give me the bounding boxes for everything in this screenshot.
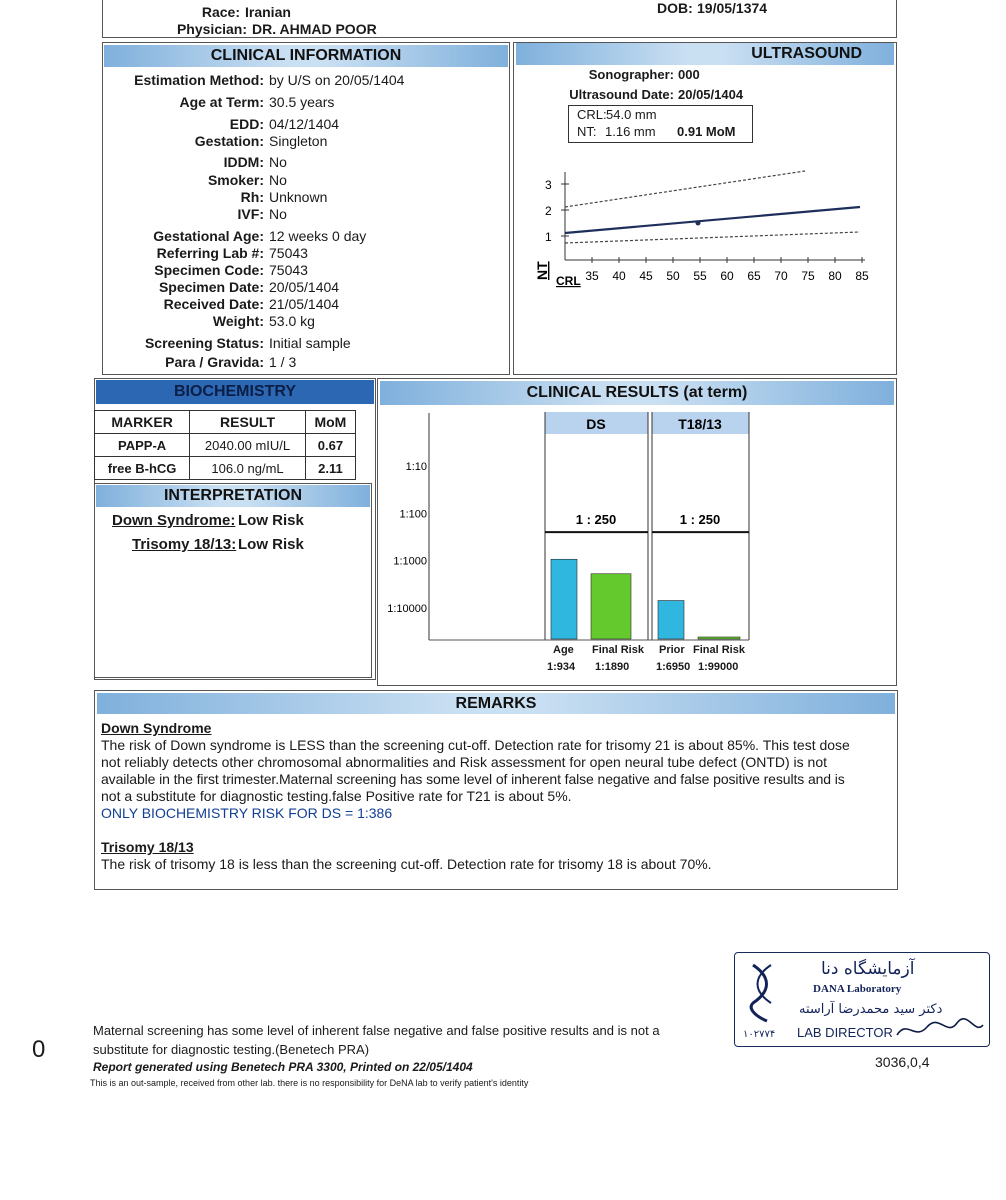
table-header-row — [95, 411, 356, 434]
col-result: RESULT — [190, 411, 306, 434]
nt-x-tick-label: 35 — [585, 269, 599, 283]
crl-label: CRL: — [577, 107, 607, 122]
clinical-info-label: Gestation: — [194, 133, 264, 149]
clinical-info-label: Specimen Code: — [154, 262, 264, 278]
crl-value: 54.0 mm — [606, 107, 657, 122]
nt-value: 1.16 mm — [605, 124, 656, 139]
clinical-info-label: Gestational Age: — [153, 228, 264, 244]
ds-interpretation-value: Low Risk — [238, 512, 304, 529]
clinical-info-value: 20/05/1404 — [269, 279, 340, 295]
signature-icon — [895, 1017, 985, 1043]
risk-y-label: 1:10 — [405, 461, 427, 473]
risk-bar — [658, 601, 684, 639]
physician-value: DR. AHMAD POOR — [252, 21, 377, 37]
biochemistry-table — [94, 410, 356, 480]
clinical-info-label: Smoker: — [207, 172, 264, 188]
t18-interpretation-value: Low Risk — [238, 536, 304, 553]
footer-outsample-note: This is an out-sample, received from other lab. there is no responsibility for DeNA lab to verify patient's identity — [90, 1078, 529, 1088]
nt-x-tick-label: 55 — [693, 269, 707, 283]
clinical-info-label: Referring Lab #: — [156, 245, 264, 261]
ds-cutoff-label: 1 : 250 — [575, 512, 617, 528]
clinical-info-value: No — [269, 172, 287, 188]
nt-lower-curve — [565, 232, 860, 243]
risk-y-label: 1:10000 — [387, 603, 427, 615]
stamp-lab-name-en: DANA Laboratory — [813, 983, 902, 995]
ds-remarks-line-3: available in the first trimester.Maternal screening has some level of inherent false negative and false positive results and is — [101, 771, 845, 787]
t18-cutoff-label: 1 : 250 — [679, 512, 721, 528]
nt-y-axis-label: NT — [534, 261, 550, 280]
nt-x-tick-label: 45 — [639, 269, 653, 283]
nt-x-tick-label: 80 — [828, 269, 842, 283]
nt-x-tick-label: 75 — [801, 269, 815, 283]
clinical-info-value: No — [269, 154, 287, 170]
ds-remarks-line-4: not a substitute for diagnostic testing.false Positive rate for T21 is about 5%. — [101, 788, 572, 804]
clinical-info-label: Weight: — [212, 313, 264, 329]
bar-label-prior: Prior — [659, 644, 685, 656]
clinical-info-value: 21/05/1404 — [269, 296, 340, 312]
t18-remarks-text: The risk of trisomy 18 is less than the screening cut-off. Detection rate for trisomy 18 is about 70%. — [101, 856, 712, 872]
lab-stamp — [734, 952, 990, 1047]
sonographer-value: 000 — [678, 67, 700, 82]
remarks-title: REMARKS — [97, 693, 895, 714]
marker-cell: free B-hCG — [95, 457, 190, 480]
bar-value-prior: 1:6950 — [656, 661, 691, 673]
stamp-title: LAB DIRECTOR — [797, 1025, 893, 1040]
clinical-info-label: Para / Gravida: — [165, 354, 264, 370]
clinical-info-label: Received Date: — [163, 296, 264, 312]
clinical-info-label: IDDM: — [223, 154, 264, 170]
table-row — [95, 434, 356, 457]
nt-y-tick-3: 3 — [545, 178, 552, 192]
bar-label-final-t18: Final Risk — [693, 644, 745, 656]
result-cell: 106.0 ng/mL — [190, 457, 306, 480]
ds-header-text: DS — [586, 416, 606, 432]
t18-remarks-heading: Trisomy 18/13 — [101, 839, 194, 855]
table-row — [95, 457, 356, 480]
ultrasound-date-label: Ultrasound Date: — [569, 87, 674, 102]
clinical-results-title: CLINICAL RESULTS (at term) — [380, 381, 894, 405]
ds-remarks-line-2: not reliably detects other chromosomal abnormalities and Risk assessment for open neural tube defect (ONTD) is not — [101, 754, 828, 770]
nt-x-tick-label: 70 — [774, 269, 788, 283]
clinical-info-value: 53.0 kg — [269, 313, 315, 329]
ultrasound-date-value: 20/05/1404 — [678, 87, 744, 102]
clinical-info-value: No — [269, 206, 287, 222]
nt-x-tick-label: 60 — [720, 269, 734, 283]
report-code: 3036,0,4 — [875, 1054, 930, 1070]
nt-x-tick-labels — [585, 269, 869, 283]
col-mom: MoM — [305, 411, 355, 434]
nt-y-tick-1: 1 — [545, 230, 552, 244]
nt-x-tick-label: 65 — [747, 269, 761, 283]
ultrasound-title: ULTRASOUND — [516, 43, 894, 65]
clinical-info-value: 75043 — [269, 245, 308, 261]
footer-disclaimer-line-1: Maternal screening has some level of inherent false negative and false positive results and is not a — [93, 1023, 660, 1038]
bar-value-final-ds: 1:1890 — [595, 661, 630, 673]
nt-crl-chart — [530, 160, 890, 295]
mom-cell: 0.67 — [305, 434, 355, 457]
nt-upper-curve — [565, 171, 805, 207]
nt-x-tick-label: 50 — [666, 269, 680, 283]
clinical-info-value: 75043 — [269, 262, 308, 278]
t18-header-text: T18/13 — [678, 416, 722, 432]
stamp-doctor-name: دکتر سید محمدرضا آراسته — [799, 1002, 943, 1017]
risk-y-label: 1:1000 — [393, 555, 427, 568]
clinical-info-title: CLINICAL INFORMATION — [104, 45, 508, 67]
risk-bar — [591, 574, 631, 639]
interpretation-title: INTERPRETATION — [96, 485, 370, 507]
bar-value-final-t18: 1:99000 — [698, 661, 739, 673]
ds-interpretation-label: Down Syndrome: — [112, 512, 236, 529]
col-marker: MARKER — [95, 411, 190, 434]
bar-value-age: 1:934 — [547, 661, 576, 673]
result-cell: 2040.00 mIU/L — [190, 434, 306, 457]
clinical-info-label: Screening Status: — [144, 335, 264, 351]
stamp-number: ۱۰۲۷۷۴ — [743, 1029, 776, 1040]
mom-cell: 2.11 — [305, 457, 355, 480]
footer-disclaimer-line-2: substitute for diagnostic testing.(Benetech PRA) — [93, 1042, 370, 1057]
clinical-info-label: Rh: — [240, 189, 264, 205]
clinical-info-value: Singleton — [269, 133, 328, 149]
clinical-info-label: Specimen Date: — [158, 279, 264, 295]
clinical-info-value: Unknown — [269, 189, 328, 205]
nt-median-curve — [565, 207, 860, 233]
risk-bar — [698, 637, 740, 639]
race-label: Race: — [201, 4, 240, 20]
clinical-info-value: 30.5 years — [269, 94, 335, 110]
nt-patient-point — [696, 221, 701, 226]
ds-remarks-line-1: The risk of Down syndrome is LESS than the screening cut-off. Detection rate for trisomy 21 is about 85%. This test dose — [101, 737, 850, 753]
dob-label: DOB: — [657, 0, 693, 16]
clinical-info-label: IVF: — [237, 206, 264, 222]
dob-value: 19/05/1374 — [697, 0, 768, 16]
nt-y-tick-2: 2 — [545, 204, 552, 218]
bar-label-final-ds: Final Risk — [592, 644, 644, 656]
clinical-info-value: 04/12/1404 — [269, 116, 340, 132]
clinical-info-value: 1 / 3 — [269, 354, 297, 370]
risk-bar — [551, 559, 577, 639]
risk-y-label: 1:100 — [399, 508, 427, 521]
risk-chart — [380, 408, 894, 680]
clinical-info-label: EDD: — [229, 116, 264, 132]
clinical-info-value: by U/S on 20/05/1404 — [269, 72, 405, 88]
marker-cell: PAPP-A — [95, 434, 190, 457]
physician-label: Physician: — [176, 21, 247, 37]
bar-label-age: Age — [553, 644, 574, 656]
race-value: Iranian — [245, 4, 291, 20]
ds-remarks-heading: Down Syndrome — [101, 720, 212, 736]
nt-x-tick-label: 85 — [855, 269, 869, 283]
stamp-lab-name-fa: آزمایشگاه دنا — [821, 959, 915, 979]
sonographer-label: Sonographer: — [588, 67, 674, 82]
footer-generated: Report generated using Benetech PRA 3300, Printed on 22/05/1404 — [93, 1060, 473, 1074]
clinical-info-value: 12 weeks 0 day — [269, 228, 367, 244]
dna-logo-icon — [747, 961, 777, 1023]
clinical-info-value: Initial sample — [269, 335, 351, 351]
clinical-info-label: Estimation Method: — [134, 72, 264, 88]
crl-x-axis-label: CRL — [556, 274, 581, 288]
page-marker: 0 — [32, 1036, 46, 1063]
ds-biochemistry-risk: ONLY BIOCHEMISTRY RISK FOR DS = 1:386 — [101, 805, 393, 821]
t18-interpretation-label: Trisomy 18/13: — [132, 536, 237, 553]
remarks-body — [101, 720, 897, 873]
clinical-info-label: Age at Term: — [179, 94, 264, 110]
biochemistry-title: BIOCHEMISTRY — [96, 380, 374, 404]
nt-x-tick-label: 40 — [612, 269, 626, 283]
nt-label: NT: — [577, 124, 597, 139]
nt-chart-ticks — [561, 184, 862, 263]
nt-mom: 0.91 MoM — [677, 124, 736, 139]
